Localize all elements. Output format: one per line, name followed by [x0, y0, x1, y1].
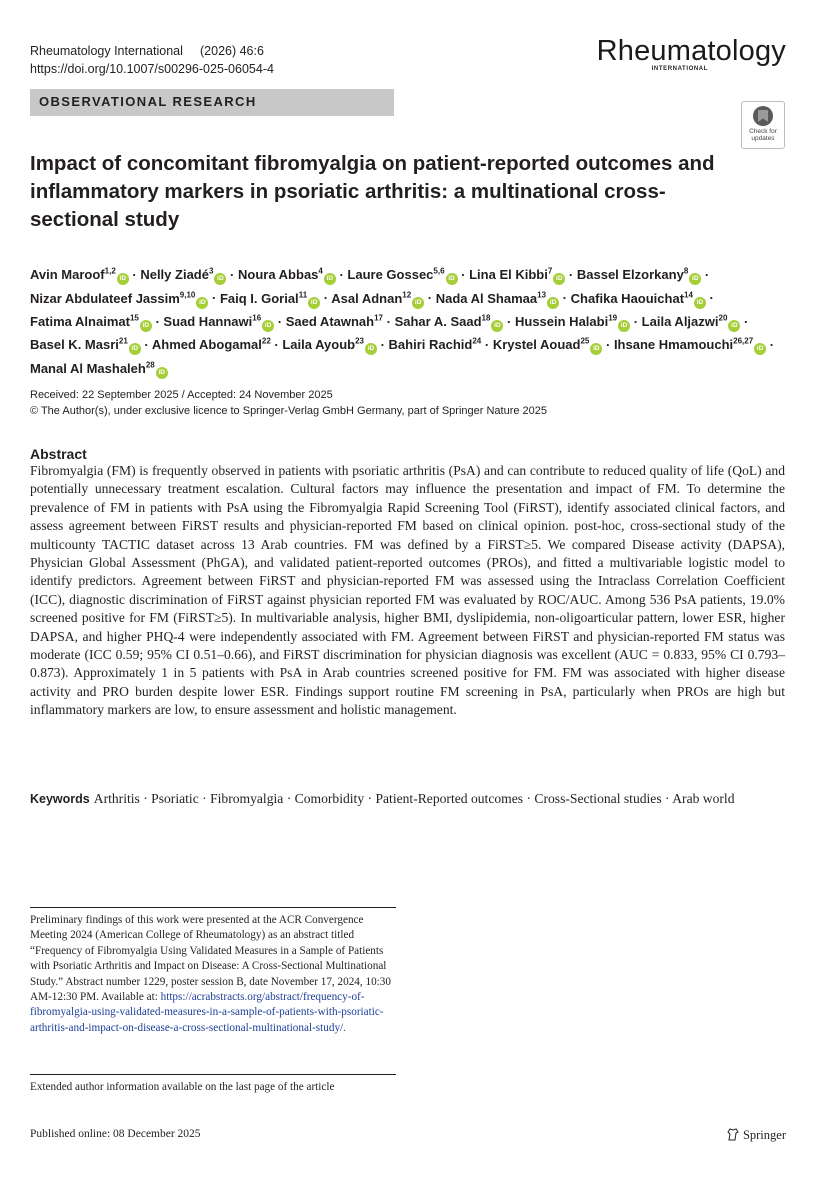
orcid-icon[interactable]: iD	[754, 343, 766, 355]
keyword-item: Patient-Reported outcomes	[375, 791, 524, 806]
section-label-band	[30, 89, 394, 116]
journal-name: Rheumatology International	[30, 44, 183, 58]
presentation-footnote	[30, 913, 392, 1036]
author-name: Bahiri Rachid	[388, 337, 473, 353]
orcid-icon[interactable]: iD	[446, 273, 458, 285]
footnote-divider-top	[30, 907, 396, 908]
author-affiliation: 15	[129, 313, 139, 323]
author-affiliation: 14	[684, 290, 693, 300]
author-separator: ·	[151, 313, 164, 329]
author-affiliation: 19	[608, 313, 618, 323]
author-affiliation: 4	[318, 267, 323, 276]
author-affiliation: 12	[402, 290, 412, 300]
author-separator: ·	[701, 267, 710, 283]
author-item	[163, 314, 274, 329]
author-affiliation: 20	[718, 313, 728, 323]
keyword-item: Fibromyalgia	[210, 791, 284, 806]
orcid-icon[interactable]: iD	[365, 343, 377, 355]
received-accepted-dates: Received: 22 September 2025 / Accepted: 24 November 2025	[30, 389, 333, 401]
author-name: Krystel Aouad	[492, 337, 581, 353]
orcid-icon[interactable]: iD	[694, 297, 706, 309]
author-separator: ·	[140, 337, 152, 353]
author-affiliation: 23	[355, 336, 364, 346]
author-name: Manal Al Mashaleh	[30, 360, 146, 376]
author-item	[331, 291, 424, 306]
keyword-separator: ·	[523, 791, 535, 806]
author-separator: ·	[376, 337, 389, 353]
article-title: Impact of concomitant fibromyalgia on patient-reported outcomes and inflammatory markers in psoriatic arthritis: a multinational cross-sectional study	[30, 152, 715, 231]
orcid-icon[interactable]: iD	[196, 297, 208, 309]
author-separator: ·	[630, 313, 642, 329]
orcid-icon[interactable]: iD	[491, 320, 503, 332]
author-affiliation: 11	[298, 290, 308, 300]
author-separator: ·	[335, 267, 348, 283]
author-affiliation: 3	[208, 267, 214, 276]
author-item	[30, 361, 168, 376]
author-name: Asal Adnan	[331, 290, 403, 306]
author-item	[30, 267, 129, 282]
author-affiliation: 22	[261, 336, 271, 346]
author-item	[515, 314, 630, 329]
author-item	[30, 337, 141, 352]
author-affiliation: 25	[580, 336, 590, 346]
author-separator: ·	[602, 337, 614, 353]
author-separator: ·	[226, 267, 238, 283]
acr-abstract-link[interactable]: https://acrabstracts.org/abstract/frequency-of-fibromyalgia-using-validated-measures-in-a-sample-of-patients-with-psoriatic-arthritis-and-impact-on-disease-a-cross-sectional-multinational-study/.	[30, 991, 384, 1034]
orcid-icon[interactable]: iD	[156, 367, 168, 379]
orcid-icon[interactable]: iD	[590, 343, 602, 355]
springer-horse-icon	[727, 1128, 739, 1141]
orcid-icon[interactable]: iD	[214, 273, 226, 285]
author-item	[469, 267, 565, 282]
author-item	[220, 291, 320, 306]
author-name: Laila Aljazwi	[641, 313, 719, 329]
keyword-item: Comorbidity	[294, 791, 365, 806]
author-name: Bassel Elzorkany	[576, 267, 684, 283]
author-item	[571, 291, 706, 306]
orcid-icon[interactable]: iD	[140, 320, 152, 332]
author-item	[436, 291, 559, 306]
author-item	[152, 337, 271, 352]
section-label: OBSERVATIONAL RESEARCH	[39, 94, 257, 109]
author-name: Sahar A. Saad	[394, 313, 482, 329]
keyword-separator: ·	[283, 791, 295, 806]
keyword-item: Cross-Sectional studies	[534, 791, 662, 806]
author-affiliation: 5,6	[433, 267, 445, 276]
orcid-icon[interactable]: iD	[618, 320, 630, 332]
author-item	[347, 267, 457, 282]
author-affiliation: 17	[374, 313, 384, 323]
author-separator: ·	[705, 290, 714, 306]
author-name: Ihsane Hmamouchi	[613, 337, 734, 353]
author-affiliation: 1,2	[104, 267, 116, 276]
keyword-item: Arab world	[672, 791, 735, 806]
logo-sub-text: INTERNATIONAL	[651, 66, 708, 72]
author-separator: ·	[481, 337, 493, 353]
keyword-item: Psoriatic	[151, 791, 199, 806]
author-affiliation: 28	[145, 360, 155, 370]
author-item	[282, 337, 377, 352]
orcid-icon[interactable]: iD	[262, 320, 274, 332]
author-name: Basel K. Masri	[30, 337, 119, 353]
copyright-line: © The Author(s), under exclusive licence to Springer-Verlag GmbH Germany, part of Springer Nature 2025	[30, 405, 547, 417]
keywords-list	[94, 791, 735, 806]
orcid-icon[interactable]: iD	[689, 273, 701, 285]
author-separator: ·	[128, 267, 141, 283]
abstract-text: Fibromyalgia (FM) is frequently observed in patients with psoriatic arthritis (PsA) and can contribute to reduced quality of life (QoL) and potentially unnecessary treatment escalation. Cultural factors may influence the presentation and impact of FM. To determine the prevalence of FM in patients with PsA using the Fibromyalgia Rapid Screening Tool (FiRST), identify associated clinical factors, and assess agreement between FiRST results and physician-reported FM based on clinical opinion. post-hoc, cross-sectional study of the multicounty TACTIC dataset across 13 Arab countries. FM was defined by a FiRST≥5. We compared Disease activity (DAPSA), Physician Global Assessment (PhGA), and validated patient-reported outcomes (PROs), and fitted a multivariable logistic model to identify predictors. Agreement between FiRST and physician-reported FM was assessed using the Intraclass Correlation Coefficient (ICC), diagnostic discrimination of FiRST against physician reported FM was evaluated by ROC/AUC. Among 536 PsA patients, 19.0% screened positive for FM (FiRST≥5). In multivariable analysis, higher BMI, dyslipidemia, non-oligoarticular pattern, lower ESR, higher DAPSA, and higher PHQ-4 were independently associated with FM. Agreement between FiRST and physician-reported FM status was moderate (ICC 0.59; 95% CI 0.51–0.66), and FiRST discrimination for physician diagnosis was excellent (AUC = 0.833, 95% CI 0.793–0.873). Approximately 1 in 5 patients with PsA in Arab countries screened positive for FM. FM was associated with higher disease activity and PRO burden despite lower ESR. Findings support routine FM screening in PsA, particularly when PROs are high but inflammatory markers are low, to ensure assessment and holistic management.	[30, 463, 785, 718]
author-name: Nada Al Shamaa	[435, 290, 538, 306]
orcid-icon[interactable]: iD	[547, 297, 559, 309]
author-affiliation: 7	[547, 267, 553, 276]
orcid-icon[interactable]: iD	[412, 297, 424, 309]
author-separator: ·	[270, 337, 283, 353]
orcid-icon[interactable]: iD	[129, 343, 141, 355]
author-affiliation: 24	[472, 336, 482, 346]
extended-author-info: Extended author information available on the last page of the article	[30, 1081, 335, 1093]
orcid-icon[interactable]: iD	[324, 273, 336, 285]
publisher-mark	[727, 1128, 786, 1143]
author-name: Hussein Halabi	[515, 313, 609, 329]
publisher-name: Springer	[742, 1128, 786, 1142]
author-separator: ·	[383, 313, 395, 329]
author-affiliation: 21	[118, 336, 128, 346]
crossmark-line2: updates	[751, 135, 775, 142]
author-item	[238, 267, 336, 282]
author-affiliation: 26,27	[733, 336, 754, 346]
author-name: Chafika Haouichat	[570, 290, 685, 306]
keyword-separator: ·	[661, 791, 673, 806]
keyword-separator: ·	[139, 791, 152, 806]
author-item	[30, 291, 208, 306]
footnote-text: Preliminary findings of this work were presented at the ACR Convergence Meeting 2024 (American College of Rheumatology) as an abstract titled “Frequency of Fibromyalgia Using Validated Measures in a Sample of Patients with Psoriatic Arthritis and Impact on Disease: A Cross-Sectional Multinational Study.” Abstract number 1229, poster session B, date November 17, 2024, 10:30 AM-12:30 PM. Available at:	[30, 914, 391, 1004]
orcid-icon[interactable]: iD	[728, 320, 740, 332]
author-separator: ·	[208, 290, 220, 306]
journal-logo	[597, 36, 786, 72]
author-separator: ·	[766, 337, 775, 353]
author-affiliation: 8	[683, 267, 689, 276]
author-name: Avin Maroof	[30, 267, 105, 283]
author-separator: ·	[503, 313, 515, 329]
author-name: Ahmed Abogamal	[151, 337, 262, 353]
doi-link[interactable]: https://doi.org/10.1007/s00296-025-06054-4	[30, 62, 274, 76]
author-affiliation: 13	[537, 290, 547, 300]
author-name: Laila Ayoub	[282, 337, 356, 353]
check-for-updates-button[interactable]	[741, 101, 785, 149]
author-item	[493, 337, 603, 352]
keywords-label: Keywords	[30, 792, 90, 806]
author-name: Saed Atawnah	[285, 313, 375, 329]
author-separator: ·	[457, 267, 470, 283]
orcid-icon[interactable]: iD	[117, 273, 129, 285]
author-affiliation: 9,10	[179, 290, 196, 300]
author-name: Laure Gossec	[347, 267, 434, 283]
crossmark-icon	[753, 106, 773, 126]
author-separator: ·	[274, 313, 286, 329]
author-item	[30, 314, 152, 329]
author-name: Nelly Ziadé	[140, 267, 209, 283]
published-online: Published online: 08 December 2025	[30, 1128, 201, 1140]
author-affiliation: 18	[481, 313, 491, 323]
author-item	[614, 337, 766, 352]
author-separator: ·	[559, 290, 571, 306]
author-item	[389, 337, 482, 352]
footnote-divider-bottom	[30, 1074, 396, 1075]
author-name: Lina El Kibbi	[469, 267, 548, 283]
author-affiliation: 16	[252, 313, 262, 323]
keyword-item: Arthritis	[93, 791, 140, 806]
author-name: Nizar Abdulateef Jassim	[30, 290, 180, 306]
keyword-separator: ·	[364, 791, 376, 806]
author-name: Faiq I. Gorial	[219, 290, 299, 306]
author-item	[286, 314, 383, 329]
logo-main-text: Rheumatology	[596, 35, 786, 67]
author-separator: ·	[740, 313, 749, 329]
author-list	[30, 262, 790, 379]
author-separator: ·	[424, 290, 436, 306]
author-name: Suad Hannawi	[163, 313, 253, 329]
crossmark-line1: Check for	[749, 128, 777, 135]
orcid-icon[interactable]: iD	[553, 273, 565, 285]
abstract-heading: Abstract	[30, 446, 87, 462]
author-name: Fatima Alnaimat	[30, 313, 130, 329]
author-item	[642, 314, 741, 329]
author-separator: ·	[565, 267, 577, 283]
orcid-icon[interactable]: iD	[308, 297, 320, 309]
year-volume: (2026) 46:6	[200, 44, 264, 58]
author-item	[140, 267, 226, 282]
article-history	[30, 387, 547, 419]
keywords	[30, 790, 785, 808]
author-name: Noura Abbas	[237, 267, 319, 283]
author-item	[395, 314, 504, 329]
keyword-separator: ·	[198, 791, 211, 806]
author-item	[577, 267, 701, 282]
author-separator: ·	[320, 290, 332, 306]
journal-info	[30, 42, 274, 78]
